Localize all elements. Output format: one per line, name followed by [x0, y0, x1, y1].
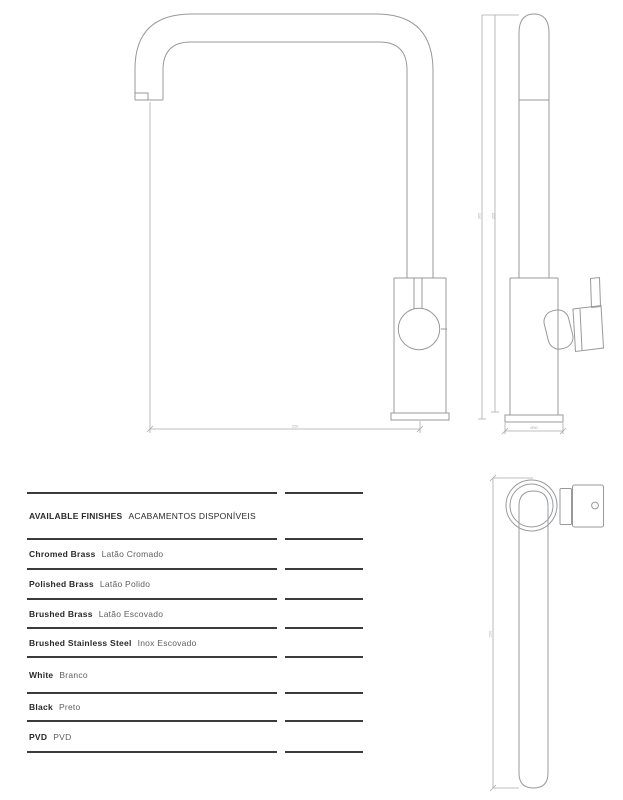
finish-name-pt: Latão Polido [99, 579, 151, 589]
finish-name-pt: Inox Escovado [137, 637, 197, 648]
front-width-dimension-label: 220 [291, 423, 299, 429]
finish-row-black [27, 694, 363, 720]
finish-name-pt: Preto [58, 702, 81, 712]
finishes-table-header [27, 494, 363, 538]
header-label-pt: ACABAMENTOS DISPONÍVEIS [128, 511, 256, 521]
side-base-dimension-label: Ø50 [530, 425, 538, 430]
finish-row-white [27, 658, 363, 692]
faucet-side-view-drawing [477, 14, 604, 434]
table-divider [27, 751, 363, 753]
finish-row-brushed-brass [27, 600, 363, 627]
finish-row-brushed-stainless-steel [27, 629, 363, 656]
finish-row-chromed-brass [27, 540, 363, 568]
finish-name-en: Black [29, 702, 53, 712]
header-label-en: AVAILABLE FINISHES [29, 511, 123, 521]
finish-name-pt: Latão Escovado [98, 608, 164, 619]
finish-name-pt: Branco [59, 670, 88, 680]
finish-name-en: Chromed Brass [29, 549, 96, 559]
faucet-top-view-drawing [488, 475, 604, 791]
finish-row-pvd [27, 722, 363, 751]
finishes-table [27, 492, 363, 753]
side-height-outer-dimension-label: 365 [476, 212, 482, 220]
side-height-inner-dimension-label: 355 [490, 212, 496, 220]
finish-name-en: Polished Brass [29, 579, 94, 589]
finish-name-en: Brushed Stainless Steel [29, 637, 132, 648]
finish-name-en: Brushed Brass [29, 608, 93, 619]
finish-name-pt: Latão Cromado [101, 549, 164, 559]
handle-screw-hole [592, 502, 599, 509]
finish-name-en: PVD [29, 731, 48, 742]
faucet-front-view-drawing [135, 14, 449, 433]
top-length-dimension-label: 250 [487, 630, 493, 638]
finish-name-pt: PVD [53, 731, 72, 742]
finish-row-polished-brass [27, 570, 363, 598]
finish-name-en: White [29, 670, 54, 680]
